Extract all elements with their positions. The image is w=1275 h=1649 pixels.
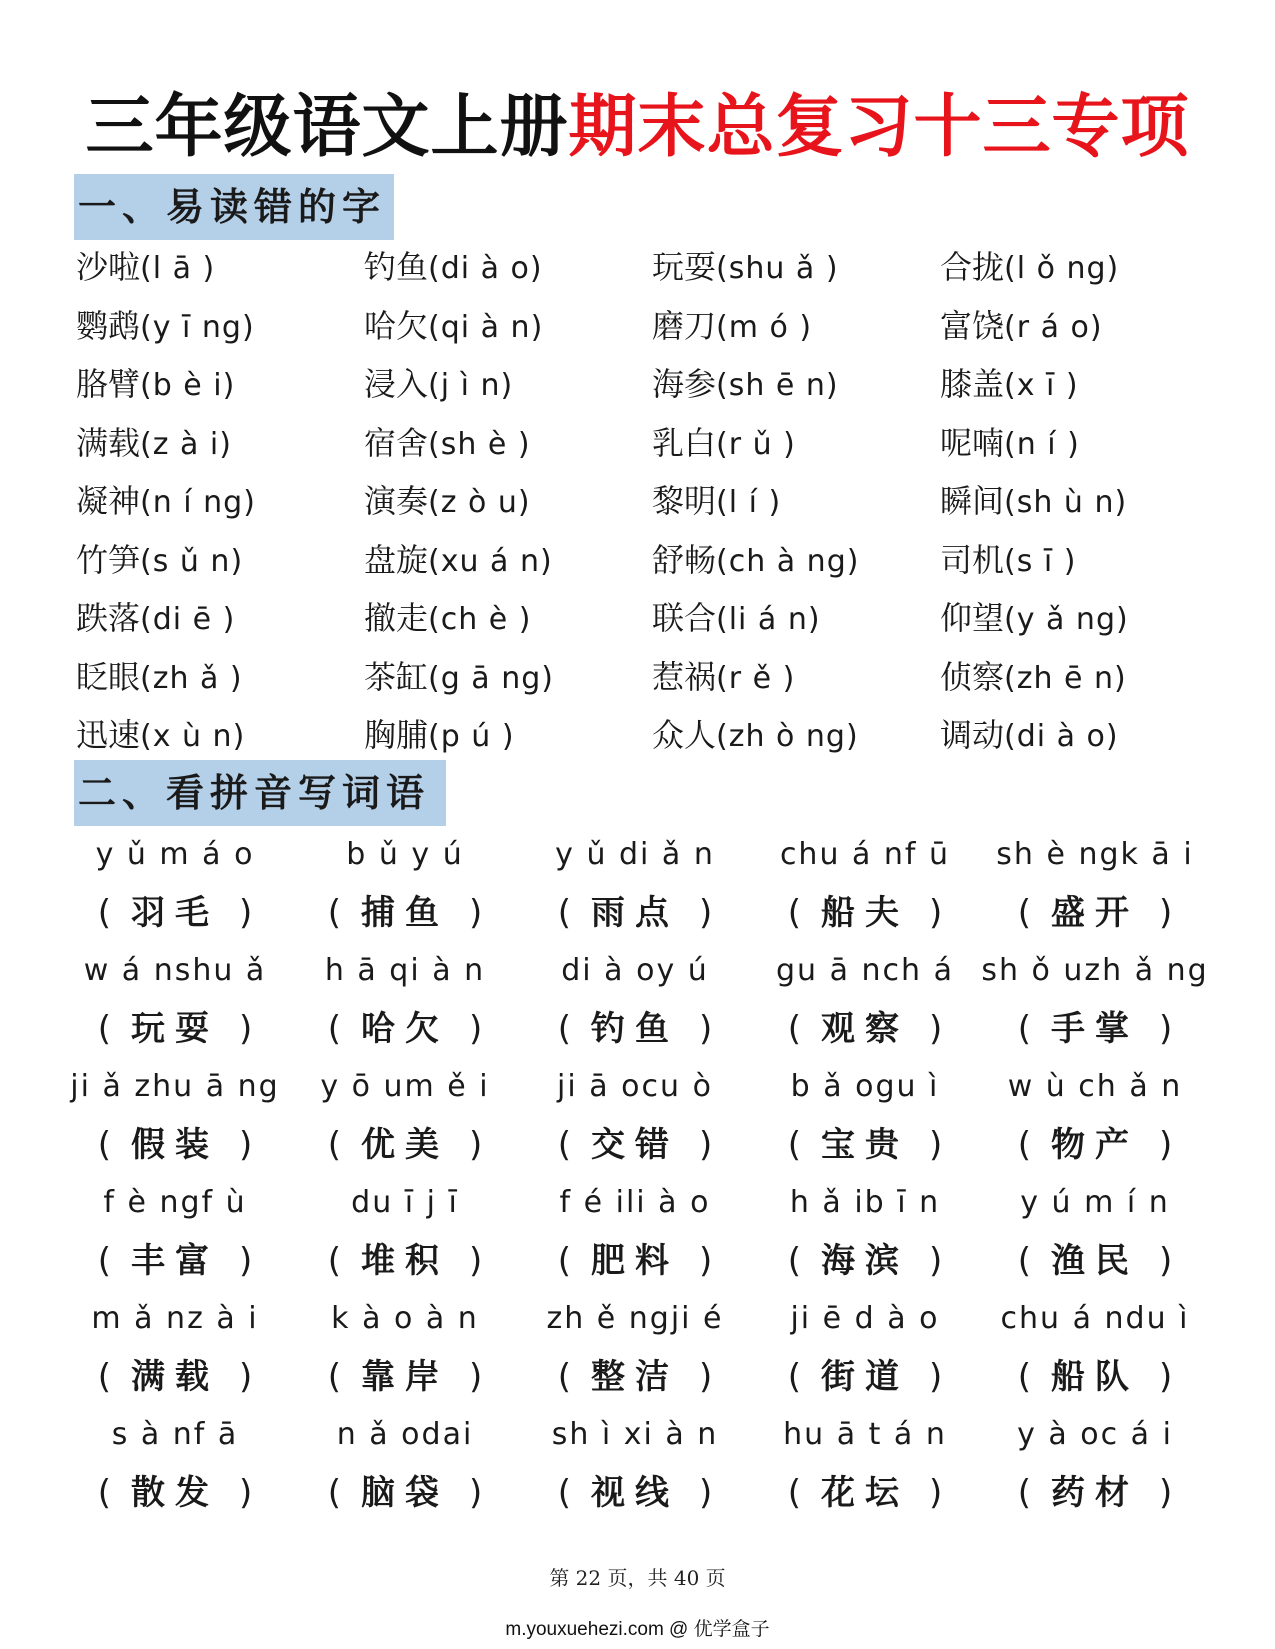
word-item [940,589,1216,648]
pinyin-prompt: zh ě ngji é [546,1301,724,1336]
answer-word: 渔民 [1051,1241,1139,1281]
word-pinyin: (l ǒ ng) [1004,251,1120,286]
answer-word: 散发 [131,1473,219,1513]
answer-box [520,1116,750,1174]
pinyin-prompt: y ǔ di ǎ n [555,837,715,872]
pinyin-words-grid [60,826,1210,1522]
word-chars: 茶缸 [364,657,429,696]
paren-close: ) [469,1009,483,1049]
paren-close: ) [239,1009,253,1049]
word-chars: 舒畅 [652,540,717,579]
answer-box [750,1464,980,1522]
word-pinyin: (sh è ) [428,426,531,462]
paren-open: ( [557,1009,571,1049]
word-pinyin: (x ù n) [140,719,246,754]
word-item [364,706,652,765]
answer-box [60,1464,290,1522]
paren-open: ( [557,893,571,933]
word-item [76,531,364,590]
pinyin-prompt: f è ngf ù [103,1185,247,1220]
answer-word: 雨点 [591,893,679,933]
word-item [364,531,652,590]
word-item [364,414,652,473]
answer-word: 药材 [1051,1473,1139,1513]
answer-box [290,1232,520,1290]
word-item [364,589,652,648]
word-pinyin: (shu ǎ ) [716,251,839,286]
answer-word: 脑袋 [361,1473,449,1513]
word-chars: 海参 [652,365,717,403]
paren-open: ( [557,1241,571,1281]
answer-box [60,1116,290,1174]
word-item [76,589,364,648]
word-chars: 宿舍 [364,423,429,462]
word-pinyin: (li á n) [716,602,821,637]
paren-open: ( [557,1125,571,1165]
answer-box [290,884,520,942]
word-chars: 盘旋 [364,540,429,579]
answer-box [980,1116,1210,1174]
answer-box [980,884,1210,942]
pinyin-prompt: chu á ndu ì [1000,1301,1190,1336]
answer-box [60,1348,290,1406]
answer-word: 丰富 [131,1241,219,1281]
paren-close: ) [929,893,943,933]
paren-close: ) [929,1357,943,1397]
answer-word: 船队 [1051,1357,1139,1397]
paren-close: ) [469,1473,483,1513]
answer-word: 捕鱼 [361,893,449,933]
answer-box [290,1000,520,1058]
answer-box [980,1464,1210,1522]
page-number: 第 22 页，共 40 页 [549,1566,726,1590]
word-pinyin: (qi à n) [428,309,544,345]
pinyin-prompt: b ǔ y ú [346,837,464,872]
word-pinyin: (m ó ) [716,309,813,345]
word-pinyin: (di ē ) [140,602,236,637]
paren-close: ) [469,1125,483,1165]
answer-box [520,1464,750,1522]
paren-open: ( [787,893,801,933]
answer-word: 视线 [591,1473,679,1513]
word-chars: 胸脯 [364,716,429,754]
word-item [940,531,1216,590]
word-chars: 乳白 [652,423,717,462]
word-item [76,648,364,707]
pinyin-prompt: y ú m í n [1020,1185,1170,1220]
word-item [76,297,364,356]
paren-close: ) [239,1241,253,1281]
word-chars: 磨刀 [652,306,717,345]
word-item [76,414,364,473]
paren-close: ) [239,1357,253,1397]
paren-close: ) [239,893,253,933]
section-heading-pinyin-to-words: 二、看拼音写词语 [74,760,446,826]
answer-word: 交错 [591,1125,679,1165]
answer-word: 物产 [1051,1125,1139,1165]
paren-close: ) [469,893,483,933]
paren-close: ) [929,1125,943,1165]
word-pinyin: (xu á n) [428,543,553,579]
word-chars: 合拢 [940,248,1005,286]
word-item [652,238,940,297]
word-chars: 鹦鹉 [76,306,141,345]
pinyin-prompt: ji ā ocu ò [557,1069,713,1104]
answer-word: 钓鱼 [591,1009,679,1049]
paren-open: ( [327,1125,341,1165]
word-pinyin: (z à i) [140,426,232,462]
answer-box [290,1116,520,1174]
misread-chars-grid [76,238,1216,765]
word-item [76,706,364,765]
pinyin-prompt: sh è ngk ā i [996,837,1194,872]
answer-box [60,1000,290,1058]
word-chars: 撤走 [364,599,429,637]
paren-close: ) [699,893,713,933]
answer-word: 哈欠 [361,1009,449,1049]
pinyin-prompt: y ō um ě i [320,1069,490,1104]
pinyin-prompt: chu á nf ū [779,837,951,872]
paren-open: ( [97,1125,111,1165]
word-item [364,355,652,414]
word-pinyin: (j ì n) [428,368,514,403]
word-chars: 竹笋 [76,540,141,579]
pinyin-prompt: sh ǒ uzh ǎ ng [981,953,1209,988]
paren-open: ( [97,893,111,933]
word-item [652,706,940,765]
paren-open: ( [1017,1125,1031,1165]
answer-box [520,884,750,942]
answer-box [980,1232,1210,1290]
word-pinyin: (r á o) [1004,309,1103,345]
word-pinyin: (r ě ) [716,660,796,696]
paren-close: ) [469,1357,483,1397]
answer-word: 假装 [131,1125,219,1165]
paren-open: ( [327,1241,341,1281]
pinyin-prompt: b ǎ ogu ì [790,1069,940,1104]
word-pinyin: (sh ē n) [716,368,839,403]
pinyin-prompt: ji ē d à o [790,1301,940,1336]
paren-open: ( [787,1473,801,1513]
answer-box [60,884,290,942]
answer-word: 羽毛 [131,893,219,933]
word-pinyin: (g ā ng) [428,660,554,696]
paren-close: ) [699,1241,713,1281]
paren-close: ) [929,1241,943,1281]
paren-open: ( [1017,1241,1031,1281]
word-item [652,648,940,707]
paren-open: ( [787,1009,801,1049]
answer-word: 船夫 [821,893,909,933]
word-pinyin: (zh ǎ ) [140,660,243,696]
answer-word: 玩耍 [131,1009,219,1049]
word-chars: 惹祸 [652,657,717,696]
word-chars: 演奏 [364,482,429,520]
word-pinyin: (di à o) [428,251,543,286]
pinyin-prompt: h ǎ ib ī n [789,1185,941,1220]
pinyin-prompt: n ǎ odai [336,1417,474,1452]
word-chars: 哈欠 [364,306,429,345]
paren-open: ( [1017,1473,1031,1513]
word-item [76,355,364,414]
word-pinyin: (y ī ng) [140,309,255,345]
word-chars: 呢喃 [940,423,1005,462]
pinyin-prompt: m ǎ nz à i [91,1301,259,1336]
answer-word: 整洁 [591,1357,679,1397]
word-pinyin: (p ú ) [428,719,515,754]
paren-open: ( [327,1009,341,1049]
paren-open: ( [787,1125,801,1165]
footer-watermark: m.youxuehezi.com @ 优学盒子 [505,1619,770,1640]
word-chars: 黎明 [652,482,717,520]
answer-box [980,1348,1210,1406]
word-item [652,414,940,473]
word-item [940,238,1216,297]
paren-open: ( [327,1357,341,1397]
pinyin-prompt: s à nf ā [111,1417,239,1452]
word-chars: 迅速 [76,716,141,754]
word-item [364,238,652,297]
word-item [364,472,652,531]
paren-open: ( [327,893,341,933]
paren-close: ) [239,1473,253,1513]
pinyin-prompt: sh ì xi à n [551,1417,719,1452]
word-item [940,297,1216,356]
page-title [0,88,1275,168]
answer-word: 观察 [821,1009,909,1049]
answer-box [520,1348,750,1406]
answer-box [520,1232,750,1290]
answer-word: 靠岸 [361,1357,449,1397]
pinyin-prompt: du ī j ī [351,1185,459,1220]
pinyin-prompt: h ā qi à n [324,953,486,988]
paren-open: ( [1017,893,1031,933]
answer-box [60,1232,290,1290]
word-pinyin: (l í ) [716,485,782,520]
word-pinyin: (zh ē n) [1004,660,1127,696]
word-item [652,472,940,531]
word-item [652,531,940,590]
word-pinyin: (sh ù n) [1004,485,1128,520]
answer-word: 手掌 [1051,1009,1139,1049]
pinyin-prompt: w ù ch ǎ n [1007,1069,1183,1104]
word-item [364,648,652,707]
word-chars: 联合 [652,599,717,637]
word-chars: 钓鱼 [364,248,429,286]
word-pinyin: (s ǔ n) [140,543,244,579]
paren-close: ) [469,1241,483,1281]
word-chars: 仰望 [940,599,1005,637]
word-chars: 瞬间 [940,482,1005,520]
pinyin-prompt: ji ǎ zhu ā ng [70,1069,280,1104]
word-item [364,297,652,356]
word-item [940,472,1216,531]
section-heading-misread-chars: 一、易读错的字 [74,174,394,240]
word-chars: 凝神 [76,482,141,520]
word-chars: 司机 [940,540,1005,579]
word-chars: 侦察 [940,657,1005,696]
paren-close: ) [929,1473,943,1513]
pinyin-prompt: k à o à n [331,1301,479,1336]
word-item [940,648,1216,707]
answer-box [750,1000,980,1058]
paren-close: ) [699,1473,713,1513]
paren-close: ) [1159,1241,1173,1281]
pinyin-prompt: y à oc á i [1017,1417,1173,1452]
title-part-review: 期末总复习十三专项 [568,88,1190,167]
paren-open: ( [1017,1009,1031,1049]
word-item [652,297,940,356]
paren-open: ( [97,1241,111,1281]
answer-box [750,1232,980,1290]
pinyin-prompt: f é ili à o [559,1185,711,1220]
pinyin-prompt: hu ā t á n [783,1417,947,1452]
word-pinyin: (n í ng) [140,485,256,520]
word-item [940,706,1216,765]
word-item [76,238,364,297]
word-pinyin: (zh ò ng) [716,719,859,754]
pinyin-prompt: w á nshu ǎ [83,953,267,988]
pinyin-prompt: di à oy ú [561,953,709,988]
answer-word: 花坛 [821,1473,909,1513]
word-chars: 满载 [76,423,141,462]
paren-close: ) [699,1357,713,1397]
word-chars: 沙啦 [76,248,141,286]
paren-open: ( [1017,1357,1031,1397]
paren-close: ) [929,1009,943,1049]
paren-close: ) [1159,1473,1173,1513]
answer-box [750,884,980,942]
answer-word: 优美 [361,1125,449,1165]
word-pinyin: (b è i) [140,368,236,403]
paren-open: ( [787,1357,801,1397]
paren-close: ) [699,1009,713,1049]
paren-open: ( [557,1357,571,1397]
word-chars: 膝盖 [940,365,1005,403]
answer-word: 肥料 [591,1241,679,1281]
answer-box [520,1000,750,1058]
word-pinyin: (ch à ng) [716,543,860,579]
word-pinyin: (di à o) [1004,719,1119,754]
answer-box [290,1348,520,1406]
word-chars: 富饶 [940,306,1005,345]
paren-close: ) [1159,1357,1173,1397]
word-chars: 众人 [652,716,717,754]
word-item [652,589,940,648]
paren-close: ) [699,1125,713,1165]
answer-word: 宝贵 [821,1125,909,1165]
word-pinyin: (l ā ) [140,251,216,286]
word-chars: 调动 [940,716,1005,754]
paren-open: ( [787,1241,801,1281]
answer-word: 街道 [821,1357,909,1397]
title-part-grade: 三年级语文上册 [85,88,569,167]
answer-box [980,1000,1210,1058]
answer-word: 盛开 [1051,893,1139,933]
word-pinyin: (ch è ) [428,602,532,637]
pinyin-prompt: gu ā nch á [776,953,954,988]
word-chars: 玩耍 [652,248,717,286]
paren-close: ) [1159,893,1173,933]
word-item [652,355,940,414]
paren-close: ) [1159,1125,1173,1165]
word-pinyin: (n í ) [1004,426,1080,462]
word-item [940,355,1216,414]
answer-word: 海滨 [821,1241,909,1281]
paren-open: ( [327,1473,341,1513]
word-item [940,414,1216,473]
word-pinyin: (r ǔ ) [716,426,796,462]
word-pinyin: (x ī ) [1004,368,1079,403]
answer-box [290,1464,520,1522]
paren-close: ) [239,1125,253,1165]
answer-box [750,1116,980,1174]
pinyin-prompt: y ǔ m á o [95,837,255,872]
paren-open: ( [97,1357,111,1397]
word-pinyin: (z ò u) [428,485,531,520]
answer-box [750,1348,980,1406]
answer-word: 满载 [131,1357,219,1397]
word-item [76,472,364,531]
word-chars: 胳臂 [76,365,141,403]
paren-open: ( [97,1473,111,1513]
answer-word: 堆积 [361,1241,449,1281]
word-pinyin: (y ǎ ng) [1004,602,1129,637]
word-chars: 浸入 [364,365,429,403]
word-chars: 跌落 [76,599,141,637]
paren-open: ( [97,1009,111,1049]
paren-close: ) [1159,1009,1173,1049]
word-pinyin: (s ī ) [1004,543,1077,579]
paren-open: ( [557,1473,571,1513]
word-chars: 眨眼 [76,657,141,696]
